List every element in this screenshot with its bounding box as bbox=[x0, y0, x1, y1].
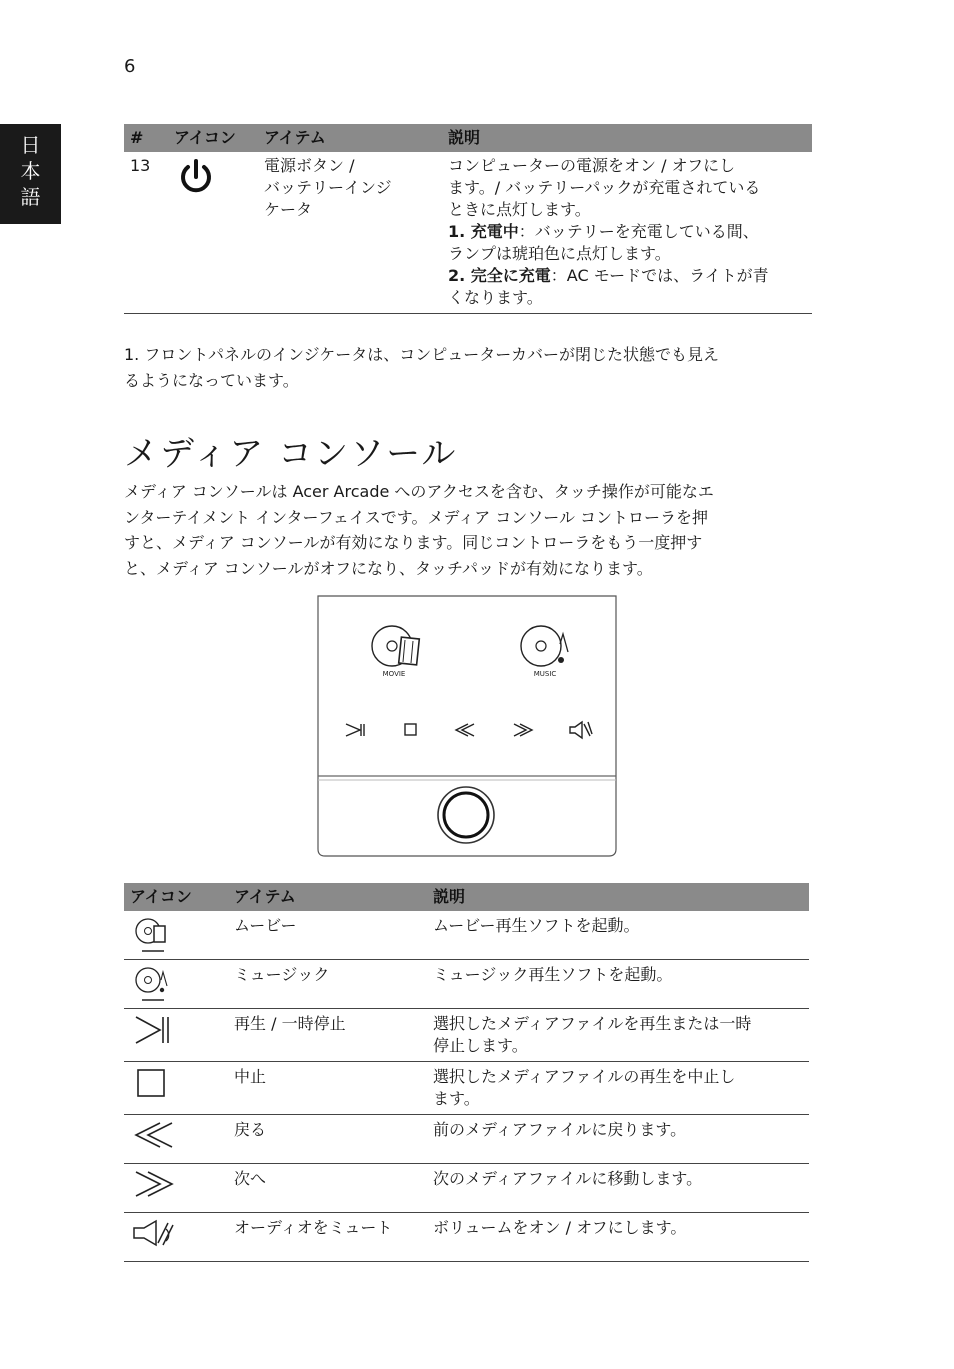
language-tab-char: 語 bbox=[20, 185, 41, 209]
body-line: すと、メディア コンソールが有効になります。同じコントローラをもう一度押す bbox=[124, 533, 703, 552]
table-header: アイコン bbox=[168, 124, 258, 152]
item-line: ケータ bbox=[264, 200, 313, 219]
power-icon bbox=[168, 152, 258, 314]
desc-line: ランプは琥珀色に点灯します。 bbox=[448, 244, 671, 263]
desc-line: くなります。 bbox=[448, 288, 543, 307]
forward-icon bbox=[124, 1164, 228, 1213]
desc-line: コンピューターの電源をオン / オフにし bbox=[448, 156, 736, 175]
footnote-line: 1. フロントパネルのインジケータは、コンピューターカバーが閉じた状態でも見え bbox=[124, 345, 719, 364]
row-number: 13 bbox=[124, 152, 168, 314]
row-item: 再生 / 一時停止 bbox=[228, 1009, 427, 1062]
table-row bbox=[124, 960, 809, 1009]
desc-line: ます。/ バッテリーパックが充電されている bbox=[448, 178, 761, 197]
row-description bbox=[427, 1115, 809, 1164]
stop-icon bbox=[124, 1062, 228, 1115]
table-header: 説明 bbox=[442, 124, 812, 152]
music-icon bbox=[124, 960, 228, 1009]
mute-icon bbox=[124, 1213, 228, 1262]
row-description bbox=[427, 1009, 809, 1062]
desc-line: ボリュームをオン / オフにします。 bbox=[433, 1218, 687, 1237]
row-description bbox=[427, 1213, 809, 1262]
power-button-table bbox=[124, 124, 812, 314]
page-number: 6 bbox=[124, 56, 136, 77]
row-item: オーディオをミュート bbox=[228, 1213, 427, 1262]
movie-label: MOVIE bbox=[382, 670, 406, 678]
language-tab-char: 日 bbox=[20, 133, 41, 157]
full-text: ：AC モードでは、ライトが青 bbox=[550, 266, 769, 285]
rewind-icon bbox=[124, 1115, 228, 1164]
row-item bbox=[258, 152, 442, 314]
table-header: アイテム bbox=[258, 124, 442, 152]
table-row bbox=[124, 1213, 809, 1262]
language-tab bbox=[0, 124, 61, 224]
desc-line: 前のメディアファイルに戻ります。 bbox=[433, 1120, 687, 1139]
body-line: と、メディア コンソールがオフになり、タッチパッドが有効になります。 bbox=[124, 558, 653, 578]
row-item: 次へ bbox=[228, 1164, 427, 1213]
table-header: アイコン bbox=[124, 883, 228, 911]
row-description bbox=[427, 960, 809, 1009]
section-title: メディア コンソール bbox=[124, 434, 458, 474]
desc-line bbox=[448, 265, 806, 287]
table-row bbox=[124, 1164, 809, 1213]
row-description bbox=[427, 1164, 809, 1213]
row-item: ミュージック bbox=[228, 960, 427, 1009]
table-header: アイテム bbox=[228, 883, 427, 911]
movie-icon bbox=[124, 911, 228, 960]
row-item: ムービー bbox=[228, 911, 427, 960]
row-description bbox=[427, 911, 809, 960]
desc-line: 選択したメディアファイルの再生を中止し bbox=[433, 1067, 736, 1086]
row-item: 中止 bbox=[228, 1062, 427, 1115]
table-header: 説明 bbox=[427, 883, 809, 911]
charging-label: 1. 充電中 bbox=[448, 222, 519, 241]
desc-line: ときに点灯します。 bbox=[448, 200, 591, 219]
desc-line: 次のメディアファイルに移動します。 bbox=[433, 1169, 703, 1188]
row-item: 戻る bbox=[228, 1115, 427, 1164]
row-description bbox=[427, 1062, 809, 1115]
language-tab-char: 本 bbox=[20, 159, 41, 183]
table-header-row bbox=[124, 883, 809, 911]
media-console-table bbox=[124, 883, 809, 1262]
desc-line bbox=[448, 221, 806, 243]
table-header: # bbox=[124, 124, 168, 152]
footnote-line: るようになっています。 bbox=[124, 371, 299, 390]
table-row bbox=[124, 1009, 809, 1062]
body-line: メディア コンソールは Acer Arcade へのアクセスを含む、タッチ操作が可能なエ bbox=[124, 482, 714, 501]
row-description bbox=[442, 152, 812, 314]
charging-text: ：バッテリーを充電している間、 bbox=[518, 222, 759, 241]
full-label: 2. 完全に充電 bbox=[448, 266, 551, 285]
desc-line: 選択したメディアファイルを再生または一時 bbox=[433, 1014, 752, 1033]
item-line: バッテリーインジ bbox=[264, 178, 392, 197]
table-row bbox=[124, 152, 812, 314]
table-row bbox=[124, 1115, 809, 1164]
table-row bbox=[124, 1062, 809, 1115]
desc-line: ムービー再生ソフトを起動。 bbox=[433, 916, 640, 935]
table-row bbox=[124, 911, 809, 960]
desc-line: ミュージック再生ソフトを起動。 bbox=[433, 965, 673, 984]
desc-line: 停止します。 bbox=[433, 1036, 528, 1055]
item-line: 電源ボタン / bbox=[264, 156, 355, 175]
table-header-row bbox=[124, 124, 812, 152]
body-line: ンターテイメント インターフェイスです。メディア コンソール コントローラを押 bbox=[124, 507, 709, 527]
section-body bbox=[124, 479, 814, 581]
desc-line: ます。 bbox=[433, 1089, 480, 1108]
play-pause-icon bbox=[124, 1009, 228, 1062]
footnote bbox=[124, 342, 814, 394]
media-console-illustration bbox=[316, 594, 618, 858]
music-label: MUSIC bbox=[533, 670, 557, 678]
